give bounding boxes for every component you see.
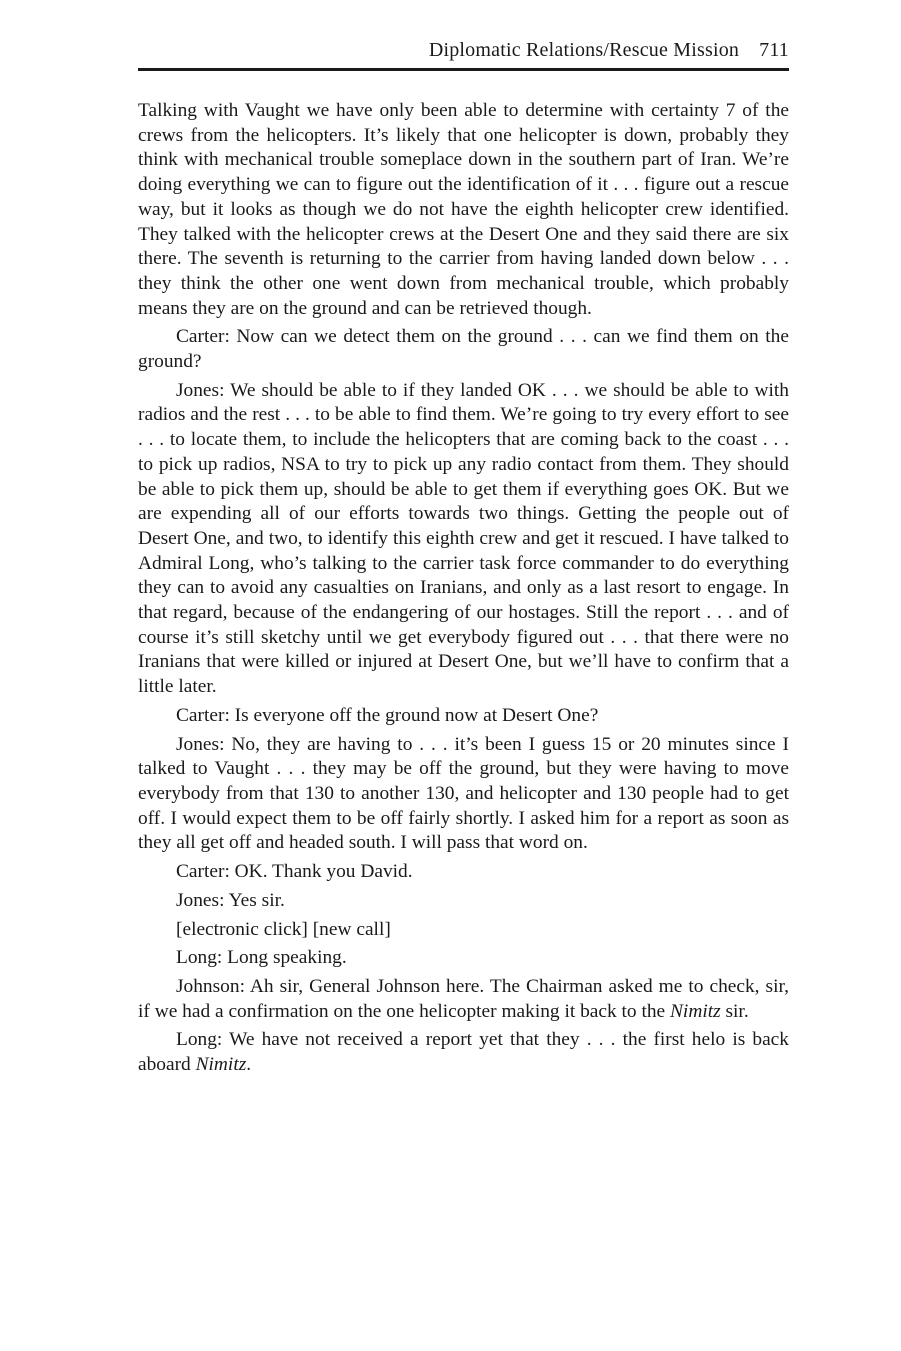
paragraph-text: Johnson: Ah sir, General Johnson here. The Chairman asked me to check, sir, if we had a confirmation on the one helicopter making it back to the <box>138 975 789 1022</box>
paragraph: Carter: Is everyone off the ground now at Desert One? <box>176 704 599 726</box>
paragraph: Jones: We should be able to if they landed OK . . . we should be able to with radios and the rest . . . to be able to find them. We’re going to try every effort to see . . . to locate them, to include the helicopters that are coming back to the coast . . . to pick up radios, NSA to try to pick up any radio contact from them. They should be able to pick them up, should be able to get them if everything goes OK. But we are expending all of our efforts towards two things. Getting the people out of Desert One, and two, to identify this eighth crew and get it rescued. I have talked to Admiral Long, who’s talking to the carrier task force commander to do everything they can to avoid any casualties on Iranians, and only as a last resort to engage. In that regard, because of the endangering of our hostages. Still the report . . . and of course it’s still sketchy until we get everybody figured out . . . that there were no Iranians that were killed or injured at Desert One, but we’ll have to confirm that a little later. <box>138 379 789 698</box>
paragraph: Long: Long speaking. <box>176 947 347 969</box>
paragraph-text: Long: We have not received a report yet that they . . . the first helo is back aboard <box>138 1029 789 1076</box>
paragraph: Talking with Vaught we have only been able to determine with certainty 7 of the crews from the helicopters. It’s likely that one helicopter is down, probably they think with mechanical trouble someplace down in the southern part of Iran. We’re doing everything we can to figure out the identification of it . . . figure out a rescue way, but it looks as though we do not have the eighth helicopter crew identified. They talked with the helicopter crews at the Desert One and they said there are six there. The seventh is returning to the carrier from having landed down below . . . they think the other one went down from mechanical trouble, which probably means they are on the ground and can be retrieved though. <box>138 100 789 319</box>
running-head <box>138 36 789 64</box>
paragraph: Jones: No, they are having to . . . it’s been I guess 15 or 20 minutes since I talked to Vaught . . . they may be off the ground, but they were having to move everybody from that 130 to another 130, and helicopter and 130 people had to get off. I would expect them to be off fairly shortly. I asked him for a report as soon as they all get off and headed south. I will pass that word on. <box>138 733 789 854</box>
paragraph-text: . <box>246 1054 252 1076</box>
running-title: Diplomatic Relations/Rescue Mission <box>428 39 740 61</box>
paragraph: Carter: Now can we detect them on the ground . . . can we find them on the ground? <box>138 326 789 373</box>
ship-name: Nimitz <box>670 1000 721 1022</box>
paragraph: Jones: Yes sir. <box>176 889 285 911</box>
paragraph <box>138 1028 789 1077</box>
page-number: 711 <box>759 39 789 61</box>
body-text <box>138 99 789 1082</box>
paragraph <box>138 975 789 1024</box>
paragraph: Carter: OK. Thank you David. <box>176 861 413 883</box>
header-rule <box>138 68 789 71</box>
paragraph: [electronic click] [new call] <box>176 918 391 940</box>
paragraph-text: sir. <box>720 1000 749 1022</box>
ship-name: Nimitz <box>195 1054 247 1076</box>
